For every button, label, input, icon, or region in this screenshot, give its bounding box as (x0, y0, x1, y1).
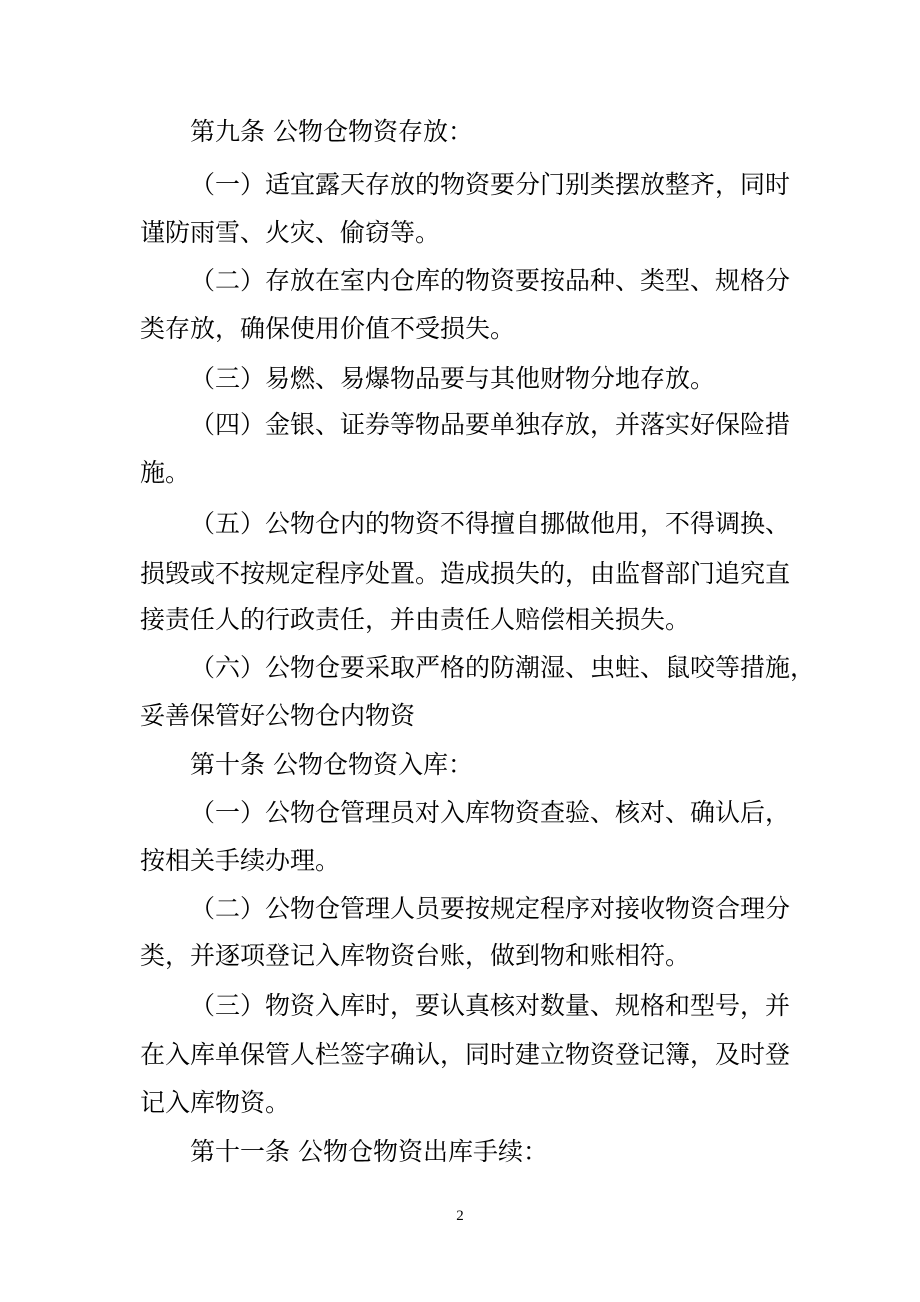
paragraph-line: 损毁或不按规定程序处置。造成损失的，由监督部门追究直 (140, 559, 791, 588)
paragraph-line: 记入库物资。 (140, 1088, 291, 1117)
paragraph-line: （二）存放在室内仓库的物资要按品种、类型、规格分 (190, 266, 791, 295)
article-9-heading: 第九条 公物仓物资存放： (190, 117, 473, 146)
page-number: 2 (456, 1208, 464, 1224)
paragraph-line: 谨防雨雪、火灾、偷窃等。 (140, 218, 441, 247)
paragraph-line: 类，并逐项登记入库物资台账，做到物和账相符。 (140, 941, 691, 970)
paragraph-line: 接责任人的行政责任，并由责任人赔偿相关损失。 (140, 605, 691, 634)
paragraph-line: 按相关手续办理。 (140, 846, 341, 875)
paragraph-line: （四）金银、证券等物品要单独存放，并落实好保险措 (190, 410, 791, 439)
paragraph-line: 在入库单保管人栏签字确认，同时建立物资登记簿，及时登 (140, 1040, 791, 1069)
paragraph-line: 施。 (140, 458, 191, 487)
paragraph-line: （三）物资入库时，要认真核对数量、规格和型号，并 (190, 991, 791, 1020)
paragraph-line: （五）公物仓内的物资不得擅自挪做他用，不得调换、 (190, 509, 791, 538)
paragraph-line: （三）易燃、易爆物品要与其他财物分地存放。 (190, 364, 716, 393)
article-11-heading: 第十一条 公物仓物资出库手续： (190, 1137, 548, 1166)
paragraph-line: 类存放，确保使用价值不受损失。 (140, 314, 516, 343)
paragraph-line: （一）公物仓管理员对入库物资查验、核对、确认后， (190, 798, 791, 827)
article-10-heading: 第十条 公物仓物资入库： (190, 750, 473, 779)
paragraph-line: （一）适宜露天存放的物资要分门别类摆放整齐，同时 (190, 170, 791, 199)
paragraph-line: （二）公物仓管理人员要按规定程序对接收物资合理分 (190, 894, 791, 923)
paragraph-line: 妥善保管好公物仓内物资 (140, 701, 416, 730)
paragraph-line: （六）公物仓要采取严格的防潮湿、虫蛀、鼠咬等措施， (190, 653, 816, 682)
